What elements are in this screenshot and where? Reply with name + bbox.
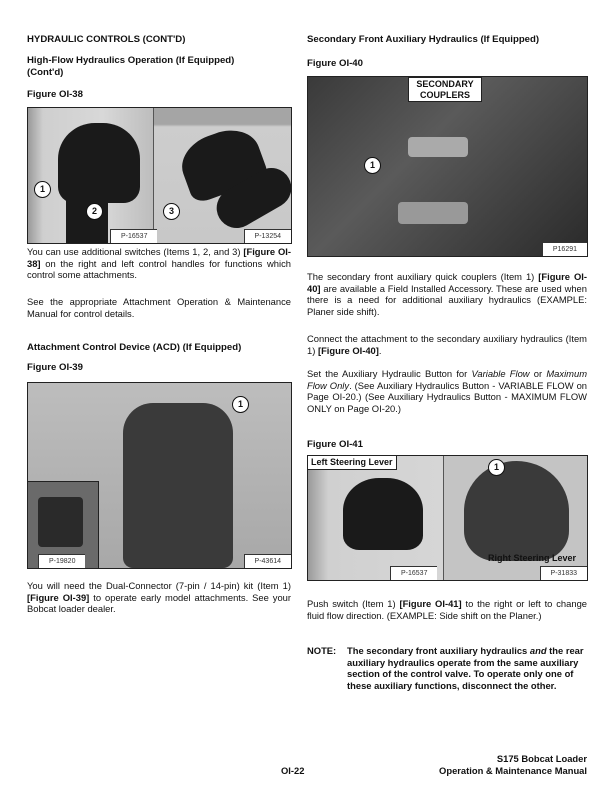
footer-model: S175 Bobcat Loader [496, 753, 587, 764]
figure-oi-38 [27, 107, 292, 244]
page-number: OI-22 [281, 765, 305, 776]
right-handle-photo [154, 108, 291, 243]
subsection-title: Attachment Control Device (ACD) (If Equipped) [27, 342, 242, 353]
photo-id: P-16537 [390, 566, 437, 580]
left-handle-photo [28, 108, 153, 243]
callout-1: 1 [364, 157, 381, 174]
figure-oi-41 [307, 455, 588, 581]
callout-2: 2 [86, 203, 103, 220]
section-title: Secondary Front Auxiliary Hydraulics (If Equipped) [307, 34, 540, 45]
photo-id: P-13254 [244, 229, 291, 243]
callout-1: 1 [232, 396, 249, 413]
coupler-photo [398, 202, 468, 224]
paragraph: See the appropriate Attachment Operation & Maintenance Manual for control details. [27, 296, 291, 319]
paragraph: Connect the attachment to the secondary auxiliary hydraulics (Item 1) [Figure OI-40]. [307, 333, 587, 356]
figure-oi-40 [307, 76, 588, 257]
coupler-photo [408, 137, 468, 157]
footer-title [439, 753, 587, 777]
note-text: The secondary front auxiliary hydraulics and the rear auxiliary hydraulics operate from the same auxiliary section of the control valve. To operate only one of these auxiliary functions, disconnect the other. [347, 645, 584, 691]
left-lever-photo [308, 456, 443, 580]
figure-oi-39 [27, 382, 292, 569]
secondary-couplers-label: SECONDARY COUPLERS [408, 77, 482, 102]
photo-id: P-31833 [540, 566, 587, 580]
note [307, 645, 587, 691]
valve-photo [123, 403, 233, 568]
note-label: NOTE: [307, 645, 337, 656]
footer-manual: Operation & Maintenance Manual [439, 765, 587, 776]
paragraph: Push switch (Item 1) [Figure OI-41] to the right or left to change fluid flow direction. (EXAMPLE: Side shift on the Planer.) [307, 598, 587, 621]
photo-id: P16291 [542, 242, 587, 256]
subsection-title: High-Flow Hydraulics Operation (If Equipped) (Cont'd) [27, 55, 235, 78]
paragraph: You can use additional switches (Items 1, 2, and 3) [Figure OI-38] on the right and left control handles for functions which control some attachments. [27, 246, 291, 281]
right-steering-lever-label: Right Steering Lever [487, 553, 576, 563]
figure-title: Figure OI-41 [307, 439, 363, 450]
left-steering-lever-label: Left Steering Lever [308, 456, 397, 470]
callout-1: 1 [488, 459, 505, 476]
callout-1: 1 [34, 181, 51, 198]
figure-title: Figure OI-39 [27, 362, 83, 373]
paragraph: The secondary front auxiliary quick couplers (Item 1) [Figure OI-40] are available a Field Installed Accessory. These are used when there is a need for additional auxiliary hydraulics (EXAMPLE: Planer side shift). [307, 271, 587, 317]
figure-title: Figure OI-40 [307, 58, 363, 69]
photo-id: P-19820 [38, 554, 85, 568]
callout-3: 3 [163, 203, 180, 220]
photo-id: P-16537 [110, 229, 157, 243]
paragraph: You will need the Dual-Connector (7-pin / 14-pin) kit (Item 1) [Figure OI-39] to operate early model attachments. See your Bobcat loader dealer. [27, 580, 291, 615]
section-title: HYDRAULIC CONTROLS (CONT'D) [27, 34, 186, 45]
photo-id: P-43614 [244, 554, 291, 568]
figure-title: Figure OI-38 [27, 89, 83, 100]
paragraph: Set the Auxiliary Hydraulic Button for Variable Flow or Maximum Flow Only. (See Auxiliary Hydraulics Button - VARIABLE FLOW on Page OI-20.) (See Auxiliary Hydraulics Button - MAXIMUM FLOW ONLY on Page OI-20.) [307, 368, 588, 414]
